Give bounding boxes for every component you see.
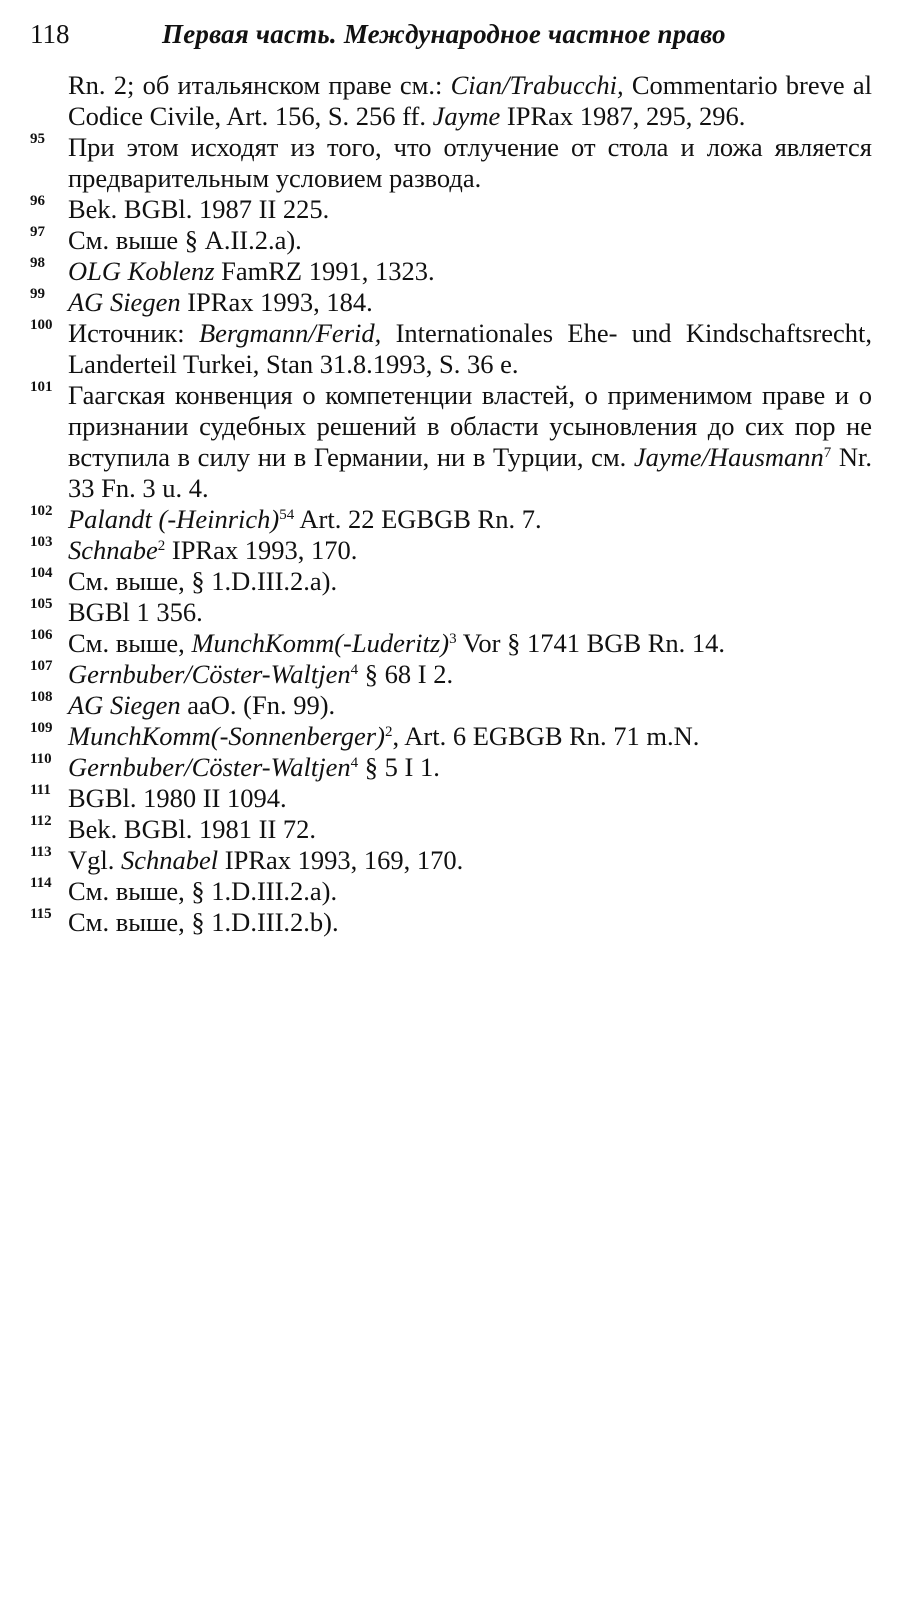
footnote-text-segment: Bek. BGBl. 1981 II 72.: [68, 814, 317, 844]
footnote-text: [68, 256, 435, 286]
footnote-text-segment: aaO. (Fn. 99).: [180, 690, 336, 720]
footnote-text: [68, 814, 316, 844]
footnote-text-segment: , Art. 6 EGBGB Rn. 71 m.N.: [392, 721, 700, 751]
footnote: [30, 814, 872, 845]
footnote-superscript: 54: [279, 507, 295, 523]
footnote-text: [68, 132, 872, 193]
footnote-text-segment: FamRZ 1991, 1323.: [214, 256, 435, 286]
footnote-number: 115: [30, 906, 52, 922]
footnote-text-segment: IPRax 1993, 169, 170.: [218, 845, 464, 875]
footnote-superscript: 4: [350, 755, 359, 771]
footnote-text-segment: § 5 I 1.: [358, 752, 440, 782]
footnote-text-segment: См. выше, § 1.D.III.2.a).: [68, 566, 338, 596]
footnote-text: [68, 752, 440, 782]
footnote-text-segment: См. выше, § 1.D.III.2.a).: [68, 876, 338, 906]
footnote-number: 111: [30, 782, 51, 798]
footnote-text: [68, 628, 725, 658]
footnote-number: 97: [30, 224, 45, 240]
footnote-text-segment: BGBl 1 356.: [68, 597, 203, 627]
footnote-superscript: 3: [449, 631, 457, 647]
footnote-text-segment: См. выше,: [68, 628, 192, 658]
footnote: [30, 690, 872, 721]
footnote-citation-italic: OLG Koblenz: [68, 256, 215, 286]
footnote-number: 107: [30, 658, 53, 674]
footnote-superscript: 7: [823, 445, 832, 461]
footnote-citation-italic: Gernbuber/Cöster-Waltjen: [68, 752, 351, 782]
footnote-citation-italic: AG Siegen: [68, 690, 181, 720]
footnote-text-segment: См. выше, § 1.D.III.2.b).: [68, 907, 339, 937]
footnote-text-segment: Nr. 33 Fn. 3 u. 4.: [68, 442, 873, 503]
footnote-text: [68, 504, 542, 534]
footnote-text-segment: См. выше § A.II.2.a).: [68, 225, 302, 255]
footnote-citation-italic: Schnabel: [121, 845, 219, 875]
running-title: Первая часть. Международное частное право: [162, 19, 726, 49]
footnote-text-segment: BGBl. 1980 II 1094.: [68, 783, 287, 813]
footnote-text-segment: Vor § 1741 BGB Rn. 14.: [456, 628, 726, 658]
footnote: [30, 597, 872, 628]
footnote-text: [68, 783, 287, 813]
footnote-text: [68, 535, 357, 565]
footnote-citation-italic: Cian/Trabucchi,: [450, 70, 624, 100]
footnote-number: 104: [30, 565, 53, 581]
footnote-citation-italic: Palandt (-Heinrich): [68, 504, 280, 534]
footnote: [30, 504, 872, 535]
footnote-number: 110: [30, 751, 52, 767]
footnote: [30, 318, 872, 380]
footnote-text-segment: Vgl.: [68, 845, 121, 875]
footnote-number: 109: [30, 720, 53, 736]
footnote-number: 108: [30, 689, 53, 705]
footnote: [30, 70, 872, 132]
footnote: [30, 380, 872, 504]
footnote-number: 112: [30, 813, 52, 829]
footnote: [30, 907, 872, 938]
footnote-citation-italic: Gernbuber/Cöster-Waltjen: [68, 659, 351, 689]
footnote-superscript: 2: [384, 724, 393, 740]
footnote-text: [68, 194, 329, 224]
footnote-text: [68, 70, 872, 131]
footnote: [30, 287, 872, 318]
footnote-number: 99: [30, 286, 45, 302]
footnote: [30, 628, 872, 659]
footnote-citation-italic: Bergmann/Ferid,: [198, 318, 382, 348]
footnote-text-segment: IPRax 1993, 184.: [180, 287, 373, 317]
footnote-text: [68, 566, 337, 596]
footnote-citation-italic: AG Siegen: [68, 287, 181, 317]
footnote: [30, 876, 872, 907]
footnote-text-segment: Rn. 2; об итальянском праве см.:: [68, 70, 451, 100]
footnote: [30, 225, 872, 256]
footnote: [30, 783, 872, 814]
footnote-citation-italic: Jayme/Hausmann: [633, 442, 824, 472]
footnote-number: 103: [30, 534, 53, 550]
footnote-text: [68, 318, 872, 379]
footnote-citation-italic: MunchKomm(-Luderitz): [191, 628, 450, 658]
running-head: [30, 14, 880, 54]
footnote-number: 113: [30, 844, 52, 860]
footnote-text-segment: Источник:: [68, 318, 199, 348]
footnote-superscript: 4: [350, 662, 359, 678]
footnote-text: [68, 287, 373, 317]
footnote: [30, 752, 872, 783]
footnote-number: 95: [30, 131, 45, 147]
footnote: [30, 845, 872, 876]
footnote-citation-italic: MunchKomm(-Sonnenberger): [68, 721, 385, 751]
footnote-number: 106: [30, 627, 53, 643]
footnote-number: 100: [30, 317, 53, 333]
footnote: [30, 132, 872, 194]
footnote-number: 96: [30, 193, 45, 209]
footnote-text: [68, 721, 699, 751]
footnote-text-segment: IPRax 1987, 295, 296.: [500, 101, 746, 131]
footnote-text-segment: § 68 I 2.: [358, 659, 454, 689]
page-number: 118: [30, 19, 70, 49]
footnote-text-segment: При этом исходят из того, что отлучение от стола и ложа является предварительным условием развода.: [68, 132, 872, 193]
footnote-number: 102: [30, 503, 53, 519]
footnotes-list: [30, 70, 872, 938]
footnote: [30, 566, 872, 597]
footnote: [30, 659, 872, 690]
footnote-number: 105: [30, 596, 53, 612]
footnote-text-segment: Internationales Ehe- und Kindschaftsrecht, Landerteil Turkei, Stan 31.8.1993, S. 36 e.: [68, 318, 872, 379]
footnote-text-segment: Гаагская конвенция о компетенции властей, о применимом праве и о признании судебных решений в области усыновления до сих пор не вступила в силу ни в Германии, ни в Турции, см.: [68, 380, 872, 472]
footnote-text-segment: Art. 22 EGBGB Rn. 7.: [294, 504, 542, 534]
footnote-superscript: 2: [157, 538, 166, 554]
footnote-number: 101: [30, 379, 53, 395]
footnote-citation-italic: Jayme: [432, 101, 501, 131]
footnote-text: [68, 690, 335, 720]
footnote-text: [68, 380, 872, 503]
footnote-text: [68, 907, 339, 937]
footnote: [30, 256, 872, 287]
footnote-text: [68, 225, 302, 255]
footnote-number: 98: [30, 255, 45, 271]
footnote: [30, 535, 872, 566]
footnote-text: [68, 659, 453, 689]
footnote: [30, 721, 872, 752]
footnote-text-segment: Commentario breve al Codice Civile, Art. 156, S. 256 ff.: [68, 70, 872, 131]
footnote-text: [68, 597, 203, 627]
footnote-text: [68, 845, 463, 875]
footnote-text: [68, 876, 337, 906]
footnote-text-segment: Bek. BGBl. 1987 II 225.: [68, 194, 330, 224]
footnote-text-segment: IPRax 1993, 170.: [165, 535, 358, 565]
footnote-number: 114: [30, 875, 52, 891]
footnote: [30, 194, 872, 225]
footnote-citation-italic: Schnabe: [68, 535, 158, 565]
